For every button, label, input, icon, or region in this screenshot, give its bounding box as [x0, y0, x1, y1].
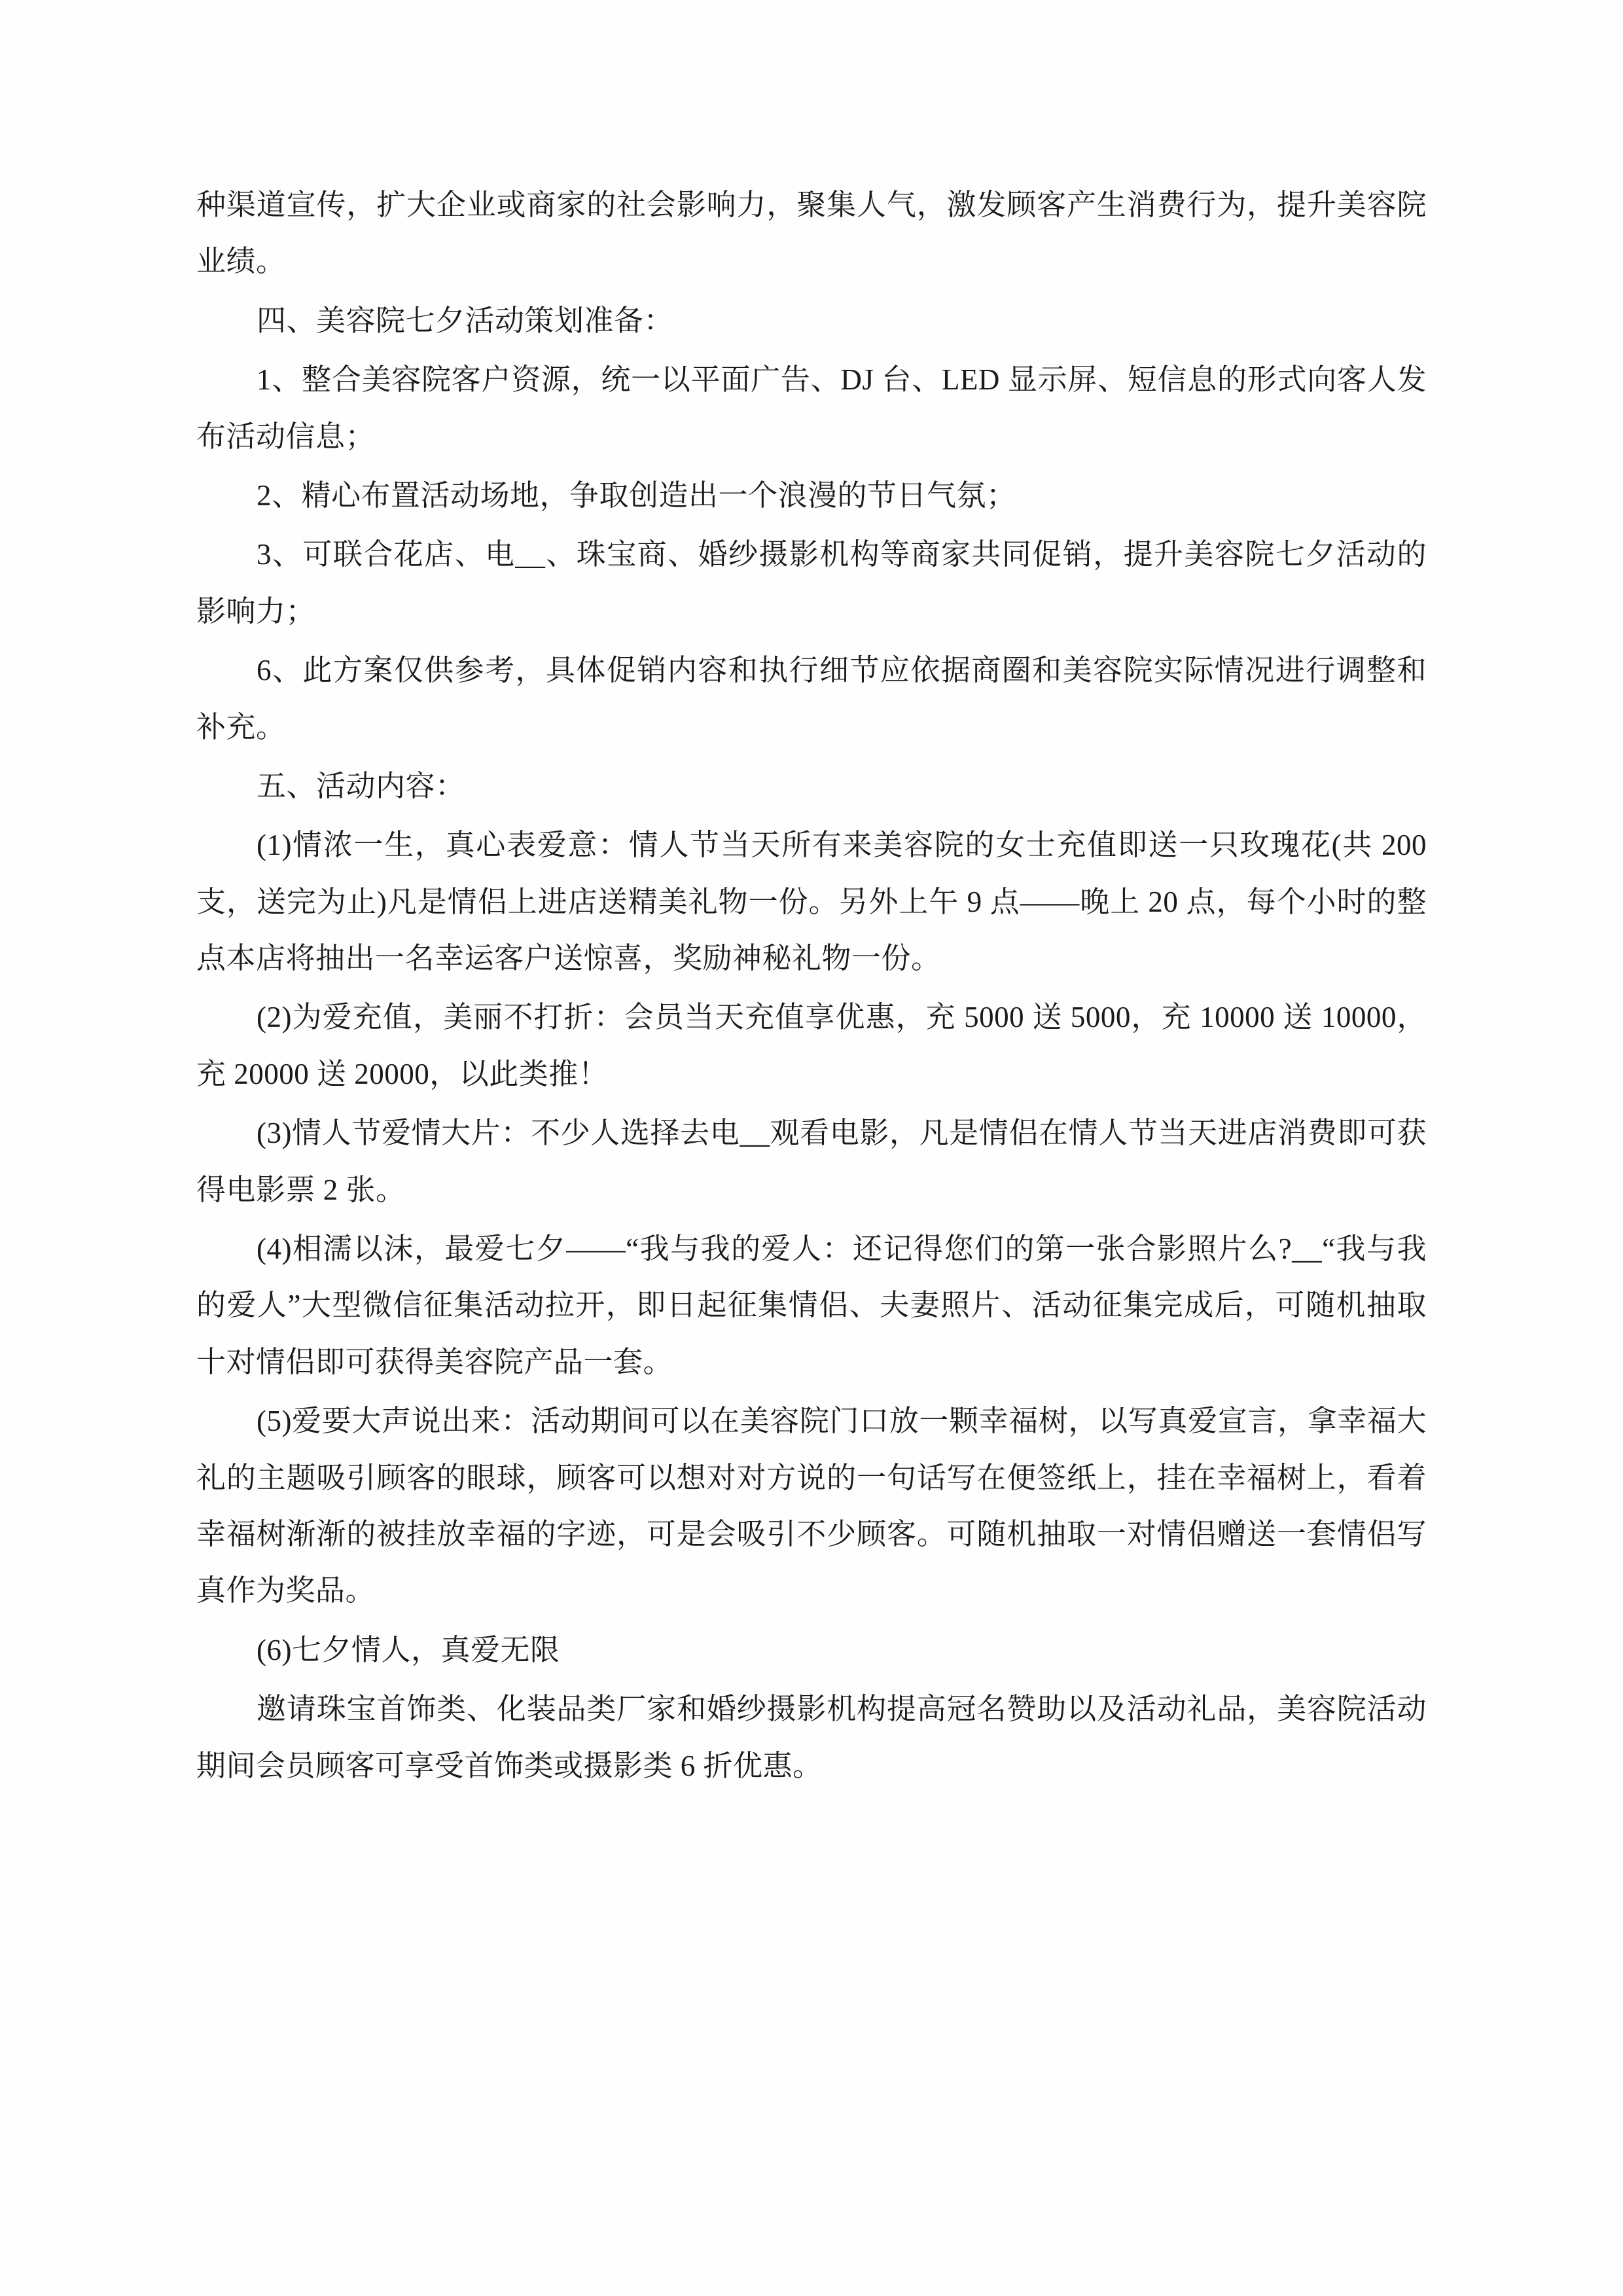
paragraph-activity-4: (4)相濡以沫，最爱七夕——“我与我的爱人：还记得您们的第一张合影照片么?__“我与我的爱人”大型微信征集活动拉开，即日起征集情侣、夫妻照片、活动征集完成后，可随机抽取十对情侣即可获得美容院产品一套。 [196, 1232, 1427, 1378]
paragraph-item-2: 2、精心布置活动场地，争取创造出一个浪漫的节日气氛； [257, 478, 1016, 512]
document-body [196, 177, 1427, 1794]
paragraph-item-1: 1、整合美容院客户资源，统一以平面广告、DJ 台、LED 显示屏、短信息的形式向客人发布活动信息； [196, 363, 1427, 453]
paragraph-activity-6-detail: 邀请珠宝首饰类、化装品类厂家和婚纱摄影机构提高冠名赞助以及活动礼品，美容院活动期间会员顾客可享受首饰类或摄影类 6 折优惠。 [196, 1693, 1427, 1782]
paragraph-activity-1: (1)情浓一生，真心表爱意：情人节当天所有来美容院的女士充值即送一只玫瑰花(共 200 支，送完为止)凡是情侣上进店送精美礼物一份。另外上午 9 点——晚上 20 点，每个小时的整点本店将抽出一名幸运客户送惊喜，奖励神秘礼物一份。 [196, 829, 1427, 975]
paragraph: 种渠道宣传，扩大企业或商家的社会影响力，聚集人气，激发顾客产生消费行为，提升美容院业绩。 [196, 188, 1427, 278]
paragraph-activity-3: (3)情人节爱情大片：不少人选择去电__观看电影，凡是情侣在情人节当天进店消费即可获得电影票 2 张。 [196, 1117, 1427, 1206]
paragraph-activity-2: (2)为爱充值，美丽不打折：会员当天充值享优惠，充 5000 送 5000，充 10000 送 10000，充 20000 送 20000，以此类推！ [196, 1001, 1427, 1090]
paragraph-item-6: 6、此方案仅供参考，具体促销内容和执行细节应依据商圈和美容院实际情况进行调整和补充。 [196, 654, 1427, 744]
paragraph-heading-five: 五、活动内容： [257, 769, 465, 802]
paragraph-heading-four: 四、美容院七夕活动策划准备： [257, 304, 674, 337]
paragraph-item-3: 3、可联合花店、电__、珠宝商、婚纱摄影机构等商家共同促销，提升美容院七夕活动的影响力； [196, 538, 1427, 628]
paragraph-activity-6: (6)七夕情人，真爱无限 [257, 1633, 560, 1666]
paragraph-activity-5: (5)爱要大声说出来：活动期间可以在美容院门口放一颗幸福树，以写真爱宣言，拿幸福大礼的主题吸引顾客的眼球，顾客可以想对对方说的一句话写在便签纸上，挂在幸福树上，看着幸福树渐渐的被挂放幸福的字迹，可是会吸引不少顾客。可随机抽取一对情侣赠送一套情侣写真作为奖品。 [196, 1405, 1427, 1607]
